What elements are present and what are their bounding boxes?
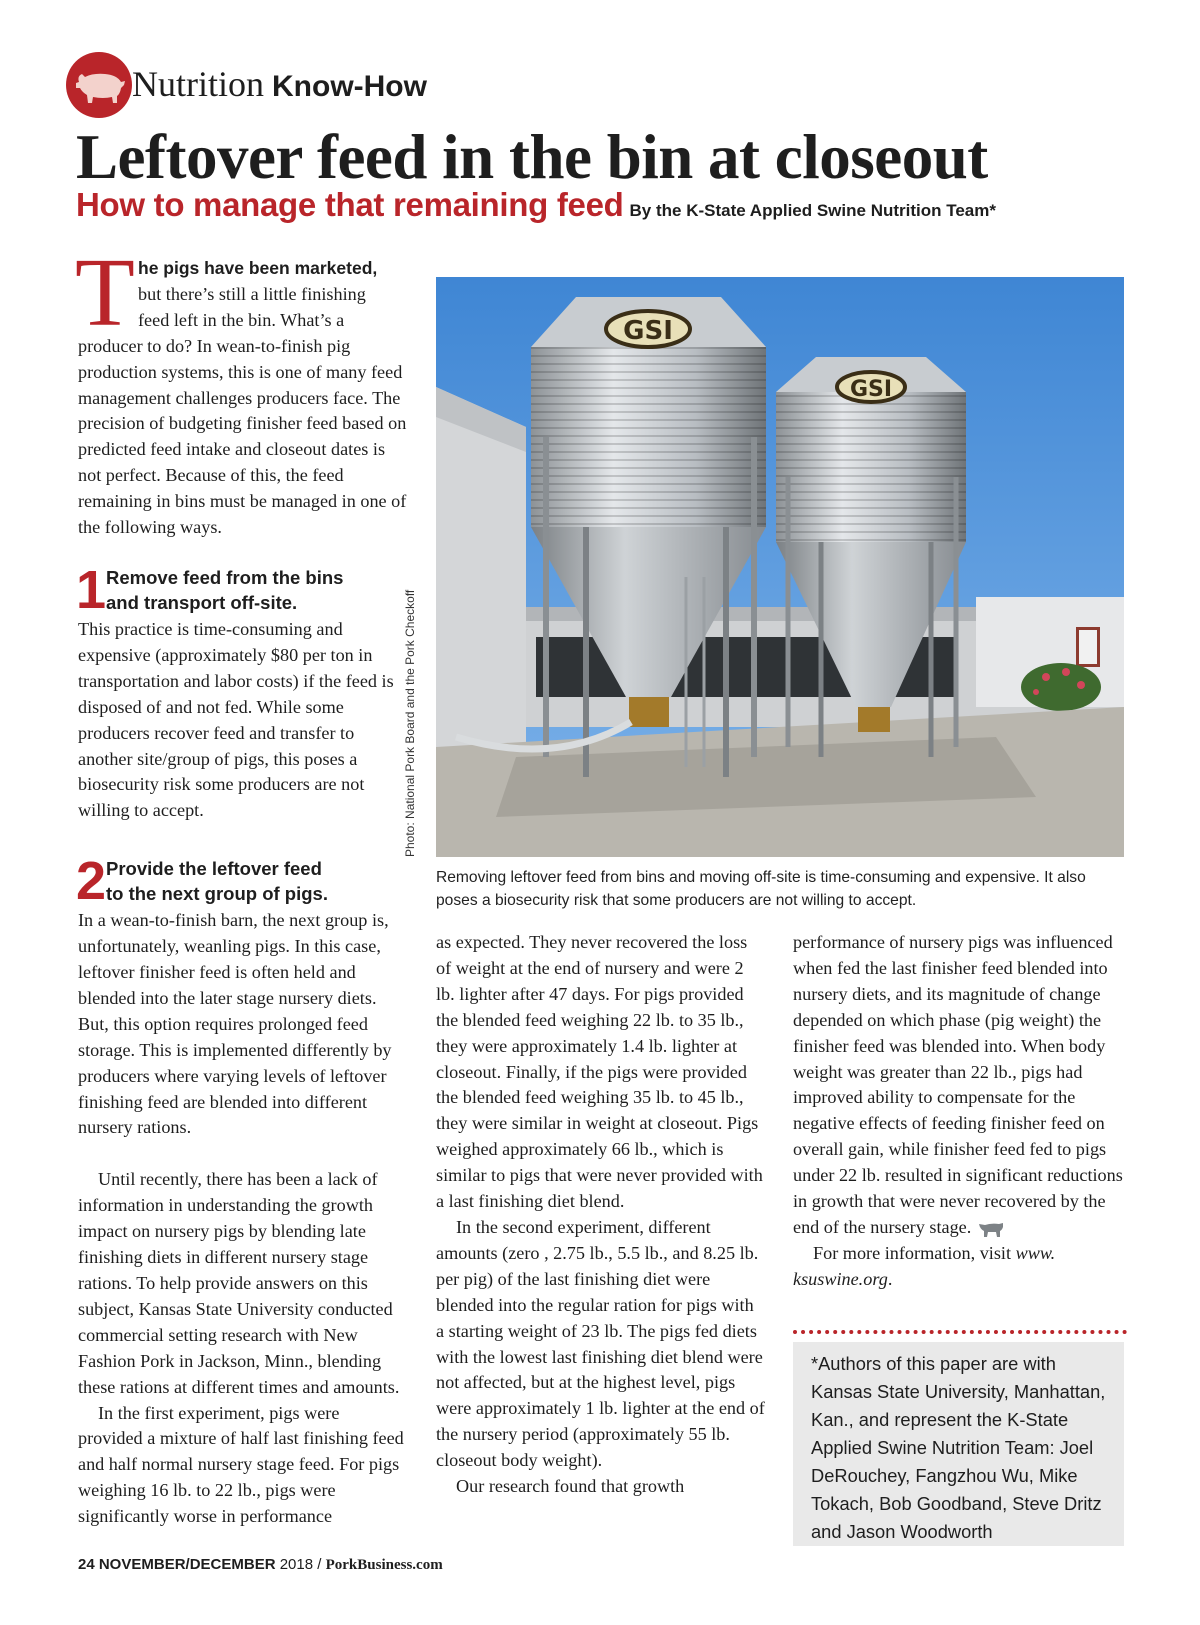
section-2-title bbox=[106, 856, 328, 906]
section-1-title bbox=[106, 565, 343, 615]
photo-credit: Photo: National Pork Board and the Pork Checkoff bbox=[403, 589, 417, 857]
footer-site: PorkBusiness.com bbox=[325, 1557, 443, 1573]
intro-lead bbox=[78, 256, 408, 334]
dotted-divider bbox=[793, 1330, 1127, 1334]
article-headline: Leftover feed in the bin at closeout bbox=[76, 122, 988, 192]
column-3-paragraph-1 bbox=[793, 930, 1123, 1241]
section-2-paragraph-2: Until recently, there has been a lack of information in understanding the growth impact on nursery pigs by blending late finishing diets in different nursery stage rations. To help provide answers on this subject, Kansas State University conducted commercial setting research with New Fashion Pork in Jackson, Minn., blending these rations at different times and amounts. bbox=[78, 1169, 400, 1397]
drop-cap: T bbox=[75, 239, 135, 347]
column-2-paragraph-1: as expected. They never recovered the loss of weight at the end of nursery and were 2 lb. lighter after 47 days. For pigs provided the blended feed weighing 22 lb. to 35 lb., they were approximately 1.4 lb. lighter at closeout. Finally, if the pigs were provided the blended feed weighing 35 lb. to 45 lb., they were similar in weight at closeout. Pigs weighed approximately 66 lb., which is similar to pigs that were never provided with a last finishing diet blend. bbox=[436, 932, 763, 1212]
column-3 bbox=[793, 930, 1123, 1293]
more-info-text: For more information, visit bbox=[813, 1242, 1016, 1263]
section-1-number: 1 bbox=[76, 559, 107, 620]
pig-logo-badge bbox=[66, 52, 132, 118]
intro-line: feed left in the bin. What’s a bbox=[138, 309, 345, 330]
authors-box bbox=[793, 1342, 1124, 1546]
footer-page-date: 24 NOVEMBER/DECEMBER bbox=[78, 1556, 276, 1573]
section-1-body: This practice is time-consuming and expensive (approximately $80 per ton in transportation and labor costs) if the feed is disposed of and not fed. While some producers recover feed and transfer to another site/group of pigs, this poses a biosecurity risk some producers are not willing to accept. bbox=[78, 618, 394, 821]
page-footer bbox=[78, 1556, 443, 1574]
section-1-title-line1: Remove feed from the bins bbox=[106, 566, 344, 588]
section-2-body: In a wean-to-finish barn, the next group is, unfortunately, weanling pigs. In this case, leftover finisher feed is often held and blended into the later stage nursery diets. But, this option requires prolonged feed storage. This is implemented differently by producers where varying levels of leftover finishing feed are blended into different nursery rations. bbox=[78, 910, 392, 1138]
pig-icon bbox=[73, 66, 127, 106]
bin-logo-right: GSI bbox=[849, 377, 893, 402]
section-label-know-how: Know-How bbox=[272, 70, 427, 103]
section-label bbox=[132, 64, 427, 107]
column-2-paragraph-2: In the second experiment, different amounts (zero , 2.75 lb., 5.5 lb., and 8.25 lb. per pig) of the last finishing diet were blended into the regular ration for pigs with a starting weight of 23 lb. The pigs fed diets with the lowest last finishing diet blend were not affected, but at the highest level, pigs were approximately 1 lb. lighter at the end of the nursery period (approximately 55 lb. closeout body weight). bbox=[436, 1216, 765, 1471]
section-2-title-line2: to the next group of pigs. bbox=[106, 883, 328, 905]
authors-note: *Authors of this paper are with Kansas State University, Manhattan, Kan., and represent the K-State Applied Swine Nutrition Team: Joel DeRouchey, Fangzhou Wu, Mike Tokach, Bob Goodband, Steve Dritz and Jason Woodworth bbox=[811, 1353, 1106, 1542]
article-byline: By the K-State Applied Swine Nutrition Team* bbox=[629, 201, 996, 220]
section-2-paragraph-3: In the first experiment, pigs were provided a mixture of half last finishing feed and half normal nursery stage feed. For pigs weighing 16 lb. to 22 lb., pigs were significantly worse in performance bbox=[78, 1402, 404, 1527]
column-2-paragraph-3: Our research found that growth bbox=[456, 1476, 685, 1497]
subtitle-line bbox=[76, 186, 996, 224]
column-1 bbox=[78, 256, 408, 1530]
photo-caption: Removing leftover feed from bins and moving off-site is time-consuming and expensive. It also poses a biosecurity risk that some producers are not willing to accept. bbox=[436, 869, 1086, 909]
section-label-nutrition: Nutrition bbox=[132, 64, 264, 104]
feed-bins-photo bbox=[436, 277, 1124, 857]
column-3-paragraph-1-text: performance of nursery pigs was influenced when fed the last finisher feed blended into nursery diets, and its magnitude of change depended on which phase (pig weight) the finisher feed was blended into. When body weight was greater than 22 lb., pigs had improved ability to compensate for the negative effects of feeding finisher feed on overall gain, while finisher feed fed to pigs under 22 lb. resulted in significant reductions in growth that were never recovered by the end of the nursery stage. bbox=[793, 932, 1123, 1237]
section-1-title-line2: and transport off-site. bbox=[106, 591, 298, 613]
ksuswine-link[interactable]: www. ksuswine.org bbox=[793, 1242, 1056, 1289]
section-1-heading bbox=[76, 559, 408, 620]
intro-lead-bold: he pigs have been marketed, bbox=[138, 258, 378, 278]
more-info-end: . bbox=[887, 1268, 893, 1289]
column-2 bbox=[436, 930, 766, 1500]
section-2-number: 2 bbox=[76, 851, 107, 912]
section-2-title-line1: Provide the leftover feed bbox=[106, 858, 322, 880]
section-2-heading bbox=[76, 851, 408, 912]
intro-paragraph: producer to do? In wean-to-finish pig production systems, this is one of many feed management challenges producers face. The precision of budgeting finisher feed based on predicted feed intake and closeout dates is not perfect. Because of this, the feed remaining in bins must be managed in one of the following ways. bbox=[78, 335, 407, 538]
more-info-line bbox=[793, 1241, 1123, 1293]
article-subtitle: How to manage that remaining feed bbox=[76, 186, 624, 223]
bin-logo-left: GSI bbox=[623, 316, 673, 346]
footer-year: 2018 / bbox=[275, 1556, 326, 1573]
intro-line: but there’s still a little finishing bbox=[138, 283, 366, 304]
end-mark-pig-icon bbox=[977, 1220, 1005, 1238]
feed-bins-image bbox=[436, 277, 1124, 857]
